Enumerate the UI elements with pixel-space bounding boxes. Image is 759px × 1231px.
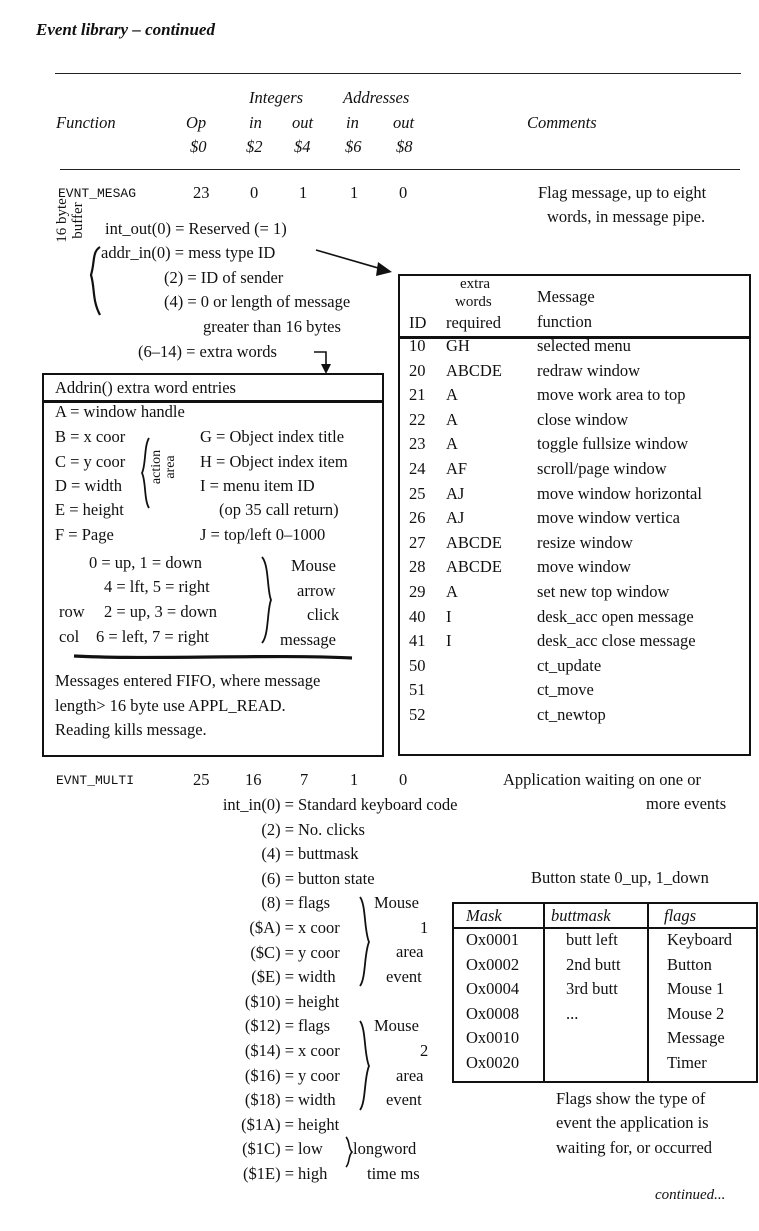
header-s2: $2 [246, 137, 263, 156]
entry-h: H = Object index item [200, 452, 348, 471]
message-function: set new top window [537, 582, 670, 601]
mouse2-label-b: 2 [420, 1041, 429, 1060]
param-value: x coor [298, 918, 340, 937]
mouse-code-4: 6 = left, 7 = right [96, 627, 210, 646]
message-function: resize window [537, 532, 633, 552]
row-label: row [59, 602, 85, 621]
header-int-out: out [292, 113, 314, 132]
message-id: 40 [409, 606, 426, 626]
header-s4: $4 [294, 137, 311, 156]
param-value: buttmask [298, 844, 359, 864]
mouse1-label-c: area [396, 942, 424, 961]
message-function: ct_newtop [537, 705, 606, 724]
entry-c: C = y coor [55, 452, 126, 471]
header-addr-out: out [393, 113, 415, 132]
entry-i: I = menu item ID [200, 476, 315, 495]
message-id: 10 [409, 336, 426, 355]
mesag-addr-in-4b: greater than 16 bytes [203, 317, 341, 336]
header-op: Op [186, 113, 207, 132]
message-id: 27 [409, 532, 426, 552]
param-offset: (6) = [261, 868, 294, 888]
message-id: 50 [409, 655, 426, 675]
mouse2-label-c: area [396, 1066, 424, 1085]
time-ms-label: time ms [367, 1164, 420, 1183]
multi-op: 25 [193, 770, 210, 789]
param-offset: ($1A) = [241, 1114, 294, 1134]
entry-i-note: (op 35 call return) [219, 500, 339, 519]
mesag-addr-in: 1 [350, 183, 359, 202]
message-function: desk_acc open message [537, 606, 694, 626]
buttmask-header: buttmask [551, 906, 611, 925]
message-id: 29 [409, 582, 426, 601]
mesag-comment-1: Flag message, up to eight [538, 183, 707, 202]
entry-d: D = width [55, 476, 123, 495]
col-label: col [59, 627, 80, 646]
mask-value: Ox0020 [466, 1053, 520, 1072]
message-id: 41 [409, 631, 426, 651]
mesag-int-out: int_out(0) = Reserved (= 1) [105, 219, 287, 238]
mask-value: Ox0002 [466, 954, 520, 974]
param-offset: ($10) = [244, 991, 294, 1011]
header-comments: Comments [527, 113, 597, 132]
col-message-1: Message [537, 287, 595, 306]
col-message-2: function [537, 312, 592, 331]
param-value: Standard keyboard code [298, 795, 458, 814]
col-extra-3: required [446, 313, 501, 332]
mesag-comment-2: words, in message pipe. [547, 207, 706, 226]
param-offset: (8) = [261, 893, 294, 913]
message-id: 20 [409, 360, 426, 380]
message-words: AJ [446, 508, 465, 528]
param-offset: ($14) = [244, 1041, 294, 1060]
fifo-note-2: length> 16 byte use APPL_READ. [55, 696, 286, 715]
param-value: low [298, 1139, 323, 1159]
mesag-int-out: 1 [299, 183, 308, 202]
message-id: 21 [409, 385, 426, 405]
entry-f: F = Page [55, 525, 114, 544]
flags-note-2: event the application is [556, 1113, 709, 1132]
flag-value: Mouse 2 [667, 1003, 725, 1023]
param-value: x coor [298, 1041, 340, 1060]
flag-value: Keyboard [667, 930, 733, 949]
multi-name: EVNT_MULTI [56, 773, 135, 788]
param-value: y coor [298, 942, 340, 962]
multi-int-in: 16 [245, 770, 262, 789]
flag-value: Mouse 1 [667, 979, 725, 999]
header-addr-in: in [346, 113, 359, 132]
param-offset: ($12) = [244, 1016, 294, 1036]
param-offset: ($18) = [244, 1090, 294, 1110]
message-id: 22 [409, 409, 426, 429]
message-function: close window [537, 409, 629, 429]
mouse2-label-d: event [386, 1090, 422, 1109]
message-words: A [446, 582, 458, 601]
multi-addr-out: 0 [399, 770, 408, 789]
mesag-op: 23 [193, 183, 210, 202]
message-id: 24 [409, 459, 426, 478]
header-s8: $8 [396, 137, 413, 156]
param-offset: ($1C) = [242, 1139, 294, 1159]
param-offset: ($E) = [251, 967, 294, 987]
message-function: selected menu [537, 336, 631, 355]
button-state-note: Button state 0_up, 1_down [531, 868, 709, 887]
mouse-code-1: 0 = up, 1 = down [89, 553, 203, 572]
param-offset: int_in(0) = [222, 795, 294, 814]
param-value: height [298, 991, 340, 1011]
mesag-addr-in-0: addr_in(0) = mess type ID [101, 243, 276, 262]
mesag-addr-in-2: (2) = ID of sender [164, 268, 284, 287]
message-words: ABCDE [446, 557, 502, 577]
entry-j: J = top/left 0–1000 [200, 525, 326, 544]
addrin-box-title: Addrin() extra word entries [55, 378, 236, 397]
mask-col-sep-1 [543, 904, 545, 1081]
message-function: move work area to top [537, 385, 686, 405]
entry-e: E = height [55, 500, 124, 519]
message-words: AF [446, 459, 468, 478]
mask-header: Mask [466, 906, 502, 925]
header-int-in: in [249, 113, 262, 132]
mesag-addr-in-4: (4) = 0 or length of message [164, 292, 351, 311]
continued-label: continued... [655, 1187, 726, 1203]
message-function: move window [537, 557, 631, 577]
flags-header: flags [664, 906, 697, 925]
message-words: AJ [446, 483, 465, 503]
mask-col-sep-2 [647, 904, 649, 1081]
page-title: Event library – continued [36, 20, 215, 39]
buffer-label: 16 byte buffer [54, 198, 86, 243]
mouse-label-4: message [280, 630, 336, 649]
param-value: width [298, 1090, 336, 1110]
mesag-int-in: 0 [250, 183, 259, 202]
longword-label: longword [353, 1139, 417, 1158]
message-id: 25 [409, 483, 426, 503]
message-words: I [446, 631, 452, 651]
param-offset: ($1E) = [243, 1164, 294, 1183]
message-function: move window vertica [537, 508, 680, 528]
multi-comment-2: more events [646, 794, 727, 813]
param-value: high [298, 1164, 328, 1183]
message-words: A [446, 409, 458, 429]
mouse-label-2: arrow [297, 581, 336, 600]
message-id: 51 [409, 680, 426, 700]
mouse-label-1: Mouse [291, 556, 336, 575]
entry-a: A = window handle [55, 402, 185, 421]
buttmask-value: ... [566, 1003, 579, 1023]
mask-value: Ox0010 [466, 1028, 520, 1048]
message-id: 52 [409, 705, 426, 724]
multi-int-out: 7 [300, 770, 309, 789]
message-function: scroll/page window [537, 459, 667, 478]
flags-note-1: Flags show the type of [556, 1089, 706, 1108]
param-offset: ($16) = [244, 1065, 294, 1085]
mouse2-label-a: Mouse [374, 1016, 419, 1035]
multi-addr-in: 1 [350, 770, 359, 789]
mouse-code-2: 4 = lft, 5 = right [104, 577, 210, 596]
mouse-label-3: click [307, 605, 340, 624]
header-s0: $0 [190, 137, 207, 156]
message-id: 26 [409, 508, 426, 528]
header-addresses: Addresses [343, 88, 410, 107]
flag-value: Button [667, 954, 712, 974]
param-offset: (4) = [261, 844, 294, 864]
header-function: Function [56, 113, 116, 132]
message-id: 28 [409, 557, 426, 577]
param-offset: (2) = [261, 819, 294, 839]
flags-note-3: waiting for, or occurred [556, 1138, 713, 1157]
mouse1-label-b: 1 [420, 918, 429, 937]
message-function: ct_move [537, 680, 594, 700]
param-value: flags [298, 893, 331, 913]
mesag-name: EVNT_MESAG [58, 186, 137, 201]
param-value: height [298, 1114, 340, 1134]
param-offset: ($C) = [250, 942, 294, 962]
message-function: redraw window [537, 360, 641, 380]
mesag-addr-out: 0 [399, 183, 408, 202]
message-words: A [446, 385, 458, 405]
mouse1-label-d: event [386, 967, 422, 986]
header-integers: Integers [249, 88, 304, 107]
param-value: flags [298, 1016, 331, 1036]
param-value: No. clicks [298, 819, 365, 839]
buttmask-value: 2nd butt [566, 954, 621, 974]
message-function: move window horizontal [537, 483, 702, 503]
fifo-note-3: Reading kills message. [55, 720, 207, 739]
message-words: ABCDE [446, 532, 502, 552]
mouse-code-3: 2 = up, 3 = down [104, 602, 218, 621]
buttmask-value: 3rd butt [566, 979, 618, 999]
buttmask-value: butt left [566, 930, 618, 949]
param-value: button state [298, 868, 375, 888]
param-value: width [298, 967, 336, 987]
message-function: ct_update [537, 655, 602, 675]
col-id: ID [409, 313, 427, 332]
mesag-addr-in-6: (6–14) = extra words [138, 342, 277, 361]
mask-value: Ox0004 [466, 979, 520, 999]
fifo-note-1: Messages entered FIFO, where message [55, 671, 321, 690]
mask-value: Ox0001 [466, 930, 520, 949]
param-value: y coor [298, 1065, 340, 1085]
col-extra-2: words [455, 294, 492, 310]
message-words: ABCDE [446, 360, 502, 380]
param-offset: ($A) = [249, 918, 294, 937]
message-words: A [446, 434, 458, 454]
message-function: desk_acc close message [537, 631, 696, 651]
mouse1-label-a: Mouse [374, 893, 419, 912]
flag-value: Timer [667, 1053, 707, 1072]
action-area-label: action area [149, 449, 178, 485]
message-words: GH [446, 336, 470, 355]
header-s6: $6 [345, 137, 362, 156]
message-words: I [446, 606, 452, 626]
message-id: 23 [409, 434, 426, 454]
mask-value: Ox0008 [466, 1003, 520, 1023]
col-extra-1: extra [460, 276, 490, 292]
entry-g: G = Object index title [200, 427, 345, 446]
multi-comment-1: Application waiting on one or [503, 770, 701, 789]
entry-b: B = x coor [55, 427, 126, 446]
mask-table-divider [454, 927, 756, 929]
flag-value: Message [667, 1028, 725, 1048]
message-function: toggle fullsize window [537, 434, 689, 454]
